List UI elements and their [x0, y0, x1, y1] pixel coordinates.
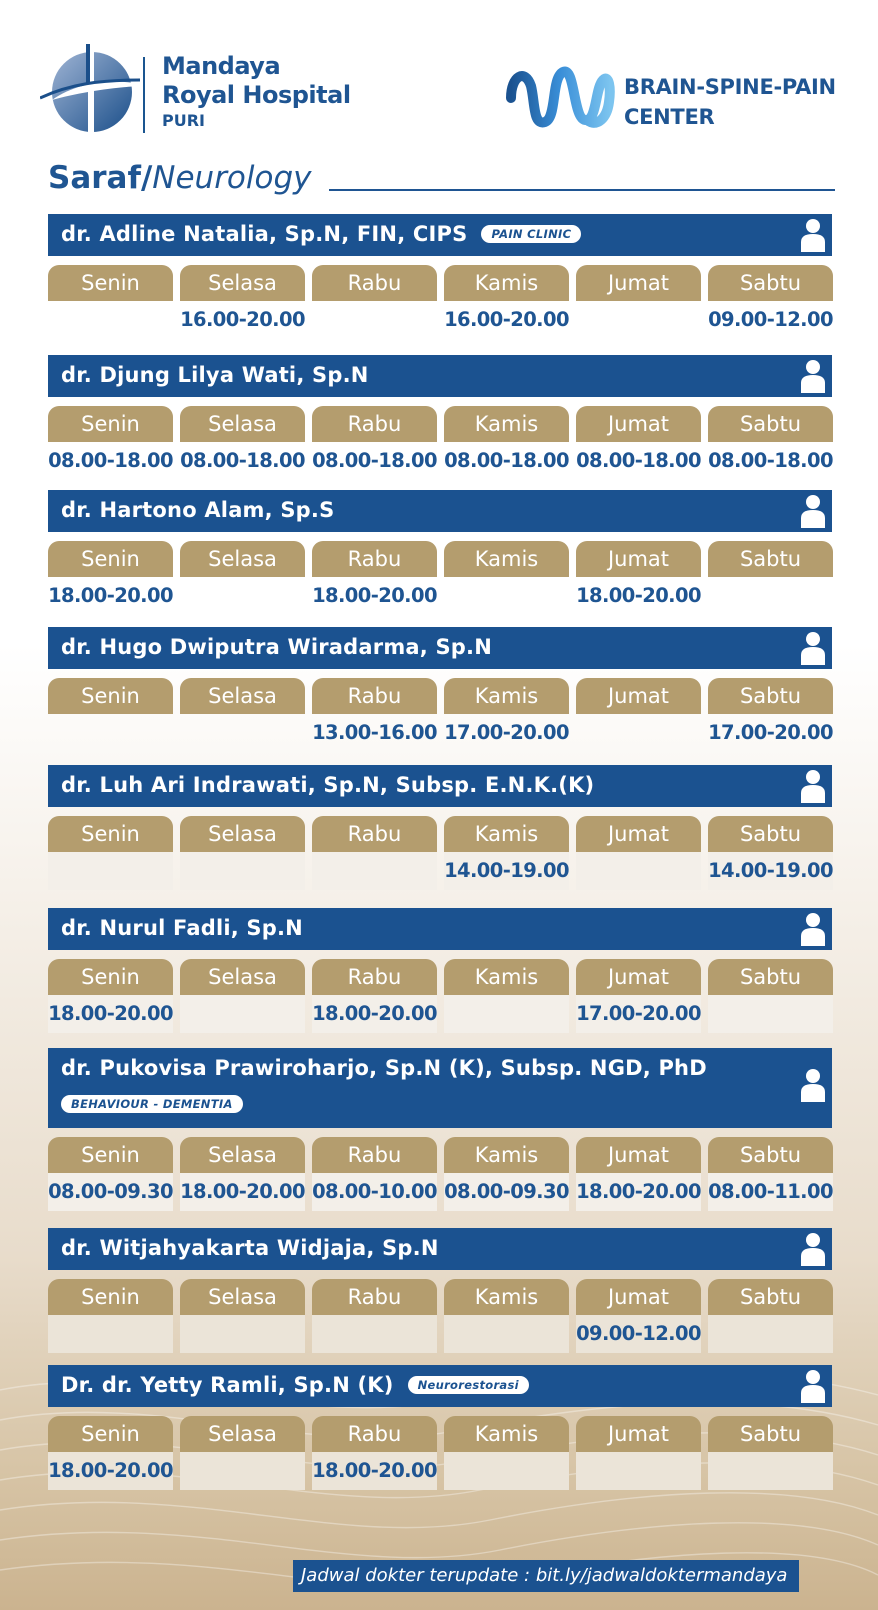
schedule-times [48, 1315, 832, 1353]
day-header: Selasa [180, 816, 305, 852]
title-indonesian: Saraf [48, 160, 141, 196]
time-cell: 08.00-18.00 [312, 449, 437, 472]
time-cell [180, 1315, 305, 1353]
day-header: Selasa [180, 1137, 305, 1173]
time-cell [180, 577, 305, 615]
day-header: Senin [48, 406, 173, 442]
time-cell: 18.00-20.00 [180, 1173, 305, 1211]
day-header: Jumat [576, 1137, 701, 1173]
day-header: Selasa [180, 406, 305, 442]
time-cell: 17.00-20.00 [708, 721, 833, 744]
day-header: Jumat [576, 1279, 701, 1315]
doctor-name-bar [48, 1228, 832, 1270]
specialty-tag: Neurorestorasi [408, 1376, 529, 1394]
doctor-name: dr. Witjahyakarta Widjaja, Sp.N [61, 1236, 439, 1260]
day-header: Kamis [444, 959, 569, 995]
time-cell: 18.00-20.00 [312, 995, 437, 1033]
time-cell: 08.00-10.00 [312, 1173, 437, 1211]
day-header: Senin [48, 678, 173, 714]
title-rule [329, 189, 835, 191]
center-name-line1: BRAIN-SPINE-PAIN [624, 75, 836, 99]
page-title [48, 160, 312, 196]
day-headers [48, 678, 832, 714]
day-header: Jumat [576, 1416, 701, 1452]
person-icon [800, 912, 826, 946]
doctor-name [61, 1373, 529, 1397]
day-header: Senin [48, 1137, 173, 1173]
time-cell: 08.00-18.00 [708, 449, 833, 472]
time-cell: 08.00-18.00 [180, 449, 305, 472]
doctor-name-bar [48, 627, 832, 669]
day-header: Rabu [312, 265, 437, 301]
day-header: Sabtu [708, 1137, 833, 1173]
doctor-card [48, 765, 832, 890]
day-header: Jumat [576, 265, 701, 301]
person-icon [800, 1068, 826, 1102]
person-icon [800, 1232, 826, 1266]
time-cell: 14.00-19.00 [708, 852, 833, 890]
time-cell: 17.00-20.00 [444, 721, 569, 744]
time-cell [312, 301, 437, 339]
mandaya-logo [40, 40, 150, 136]
time-cell [708, 1315, 833, 1353]
schedule-times [48, 852, 832, 890]
day-header: Kamis [444, 816, 569, 852]
doctor-name: dr. Djung Lilya Wati, Sp.N [61, 363, 369, 387]
schedule-times [48, 714, 832, 752]
day-headers [48, 1416, 832, 1452]
schedule-times [48, 577, 832, 615]
person-icon [800, 359, 826, 393]
time-cell [180, 995, 305, 1033]
doctor-card [48, 627, 832, 752]
day-header: Kamis [444, 1279, 569, 1315]
schedule-times [48, 1173, 832, 1211]
day-header: Sabtu [708, 816, 833, 852]
doctor-card [48, 1228, 832, 1353]
doctor-name-bar [48, 1048, 832, 1128]
time-cell: 09.00-12.00 [708, 308, 833, 331]
doctor-card [48, 214, 832, 339]
day-header: Kamis [444, 1416, 569, 1452]
day-headers [48, 959, 832, 995]
day-header: Rabu [312, 1137, 437, 1173]
day-header: Sabtu [708, 265, 833, 301]
schedule-link-banner[interactable]: Jadwal dokter terupdate : bit.ly/jadwaldoktermandaya [293, 1560, 799, 1592]
time-cell [708, 577, 833, 615]
time-cell [576, 301, 701, 339]
day-headers [48, 541, 832, 577]
day-header: Senin [48, 541, 173, 577]
day-header: Rabu [312, 1416, 437, 1452]
time-cell [312, 852, 437, 890]
time-cell: 08.00-09.30 [48, 1173, 173, 1211]
doctor-name-text: Dr. dr. Yetty Ramli, Sp.N (K) [61, 1373, 394, 1397]
day-headers [48, 1279, 832, 1315]
schedule-times [48, 301, 832, 339]
time-cell: 16.00-20.00 [444, 308, 569, 331]
schedule-times [48, 1452, 832, 1490]
schedule-times [48, 442, 832, 480]
time-cell [444, 995, 569, 1033]
day-header: Sabtu [708, 678, 833, 714]
time-cell: 08.00-18.00 [444, 449, 569, 472]
doctor-name: dr. Hugo Dwiputra Wiradarma, Sp.N [61, 635, 492, 659]
time-cell: 13.00-16.00 [312, 721, 437, 744]
doctor-name-bar [48, 355, 832, 397]
time-cell: 18.00-20.00 [576, 1173, 701, 1211]
day-header: Kamis [444, 265, 569, 301]
time-cell [180, 714, 305, 752]
day-header: Jumat [576, 541, 701, 577]
time-cell [48, 1315, 173, 1353]
time-cell [180, 1452, 305, 1490]
time-cell: 18.00-20.00 [312, 584, 437, 607]
doctor-card [48, 490, 832, 615]
day-headers [48, 1137, 832, 1173]
time-cell [180, 852, 305, 890]
person-icon [800, 631, 826, 665]
time-cell [48, 852, 173, 890]
time-cell [444, 1315, 569, 1353]
time-cell [444, 1452, 569, 1490]
time-cell [708, 995, 833, 1033]
day-headers [48, 406, 832, 442]
time-cell: 14.00-19.00 [444, 852, 569, 890]
day-header: Rabu [312, 1279, 437, 1315]
person-icon [800, 1369, 826, 1403]
day-header: Selasa [180, 541, 305, 577]
header-divider [143, 57, 145, 133]
doctor-name-bar [48, 765, 832, 807]
day-headers [48, 816, 832, 852]
doctor-name-bar [48, 1365, 832, 1407]
day-header: Kamis [444, 406, 569, 442]
time-cell: 16.00-20.00 [180, 308, 305, 331]
time-cell [312, 1315, 437, 1353]
day-header: Sabtu [708, 959, 833, 995]
time-cell: 08.00-09.30 [444, 1173, 569, 1211]
person-icon [800, 494, 826, 528]
person-icon [800, 769, 826, 803]
day-header: Senin [48, 1416, 173, 1452]
doctor-card [48, 908, 832, 1033]
time-cell: 18.00-20.00 [576, 584, 701, 607]
time-cell [444, 577, 569, 615]
day-header: Sabtu [708, 406, 833, 442]
day-header: Jumat [576, 816, 701, 852]
person-icon [800, 218, 826, 252]
time-cell: 18.00-20.00 [312, 1452, 437, 1490]
time-cell: 09.00-12.00 [576, 1315, 701, 1353]
schedule-times [48, 995, 832, 1033]
day-header: Selasa [180, 1416, 305, 1452]
day-header: Sabtu [708, 541, 833, 577]
day-header: Jumat [576, 959, 701, 995]
brain-spine-pain-logo [503, 58, 615, 134]
doctor-name-bar [48, 490, 832, 532]
day-header: Rabu [312, 678, 437, 714]
doctor-name-text: dr. Adline Natalia, Sp.N, FIN, CIPS [61, 222, 468, 246]
title-english: Neurology [152, 160, 312, 196]
day-header: Jumat [576, 678, 701, 714]
doctor-card [48, 1048, 832, 1211]
day-header: Kamis [444, 1137, 569, 1173]
center-name [624, 72, 836, 132]
doctor-card [48, 1365, 832, 1490]
time-cell: 08.00-18.00 [576, 449, 701, 472]
time-cell: 17.00-20.00 [576, 995, 701, 1033]
day-header: Rabu [312, 406, 437, 442]
doctor-name-bar [48, 214, 832, 256]
hospital-name-line3: PURI [162, 111, 205, 130]
doctor-name [61, 222, 581, 246]
day-header: Rabu [312, 816, 437, 852]
time-cell: 18.00-20.00 [48, 995, 173, 1033]
day-header: Selasa [180, 959, 305, 995]
day-header: Kamis [444, 678, 569, 714]
doctor-card [48, 355, 832, 480]
day-header: Jumat [576, 406, 701, 442]
time-cell [48, 301, 173, 339]
specialty-tag: BEHAVIOUR - DEMENTIA [61, 1095, 243, 1113]
time-cell: 08.00-11.00 [708, 1173, 833, 1211]
time-cell [576, 852, 701, 890]
doctor-name: dr. Pukovisa Prawiroharjo, Sp.N (K), Subsp. NGD, PhD [61, 1056, 707, 1080]
time-cell: 18.00-20.00 [48, 1452, 173, 1490]
day-header: Rabu [312, 541, 437, 577]
doctor-name: dr. Hartono Alam, Sp.S [61, 498, 335, 522]
day-header: Selasa [180, 1279, 305, 1315]
day-header: Sabtu [708, 1416, 833, 1452]
time-cell [576, 714, 701, 752]
time-cell [48, 714, 173, 752]
time-cell: 18.00-20.00 [48, 584, 173, 607]
day-headers [48, 265, 832, 301]
center-name-line2: CENTER [624, 105, 715, 129]
hospital-name [162, 52, 351, 131]
day-header: Selasa [180, 265, 305, 301]
day-header: Senin [48, 816, 173, 852]
title-separator: / [140, 160, 153, 196]
hospital-name-line2: Royal Hospital [162, 81, 351, 109]
day-header: Senin [48, 959, 173, 995]
time-cell [576, 1452, 701, 1490]
time-cell [708, 1452, 833, 1490]
day-header: Senin [48, 1279, 173, 1315]
doctor-name: dr. Nurul Fadli, Sp.N [61, 916, 303, 940]
time-cell: 08.00-18.00 [48, 449, 173, 472]
doctor-name-bar [48, 908, 832, 950]
day-header: Sabtu [708, 1279, 833, 1315]
day-header: Rabu [312, 959, 437, 995]
day-header: Kamis [444, 541, 569, 577]
day-header: Senin [48, 265, 173, 301]
day-header: Selasa [180, 678, 305, 714]
doctor-name: dr. Luh Ari Indrawati, Sp.N, Subsp. E.N.K.(K) [61, 773, 595, 797]
hospital-name-line1: Mandaya [162, 52, 281, 80]
specialty-tag: PAIN CLINIC [481, 225, 581, 243]
